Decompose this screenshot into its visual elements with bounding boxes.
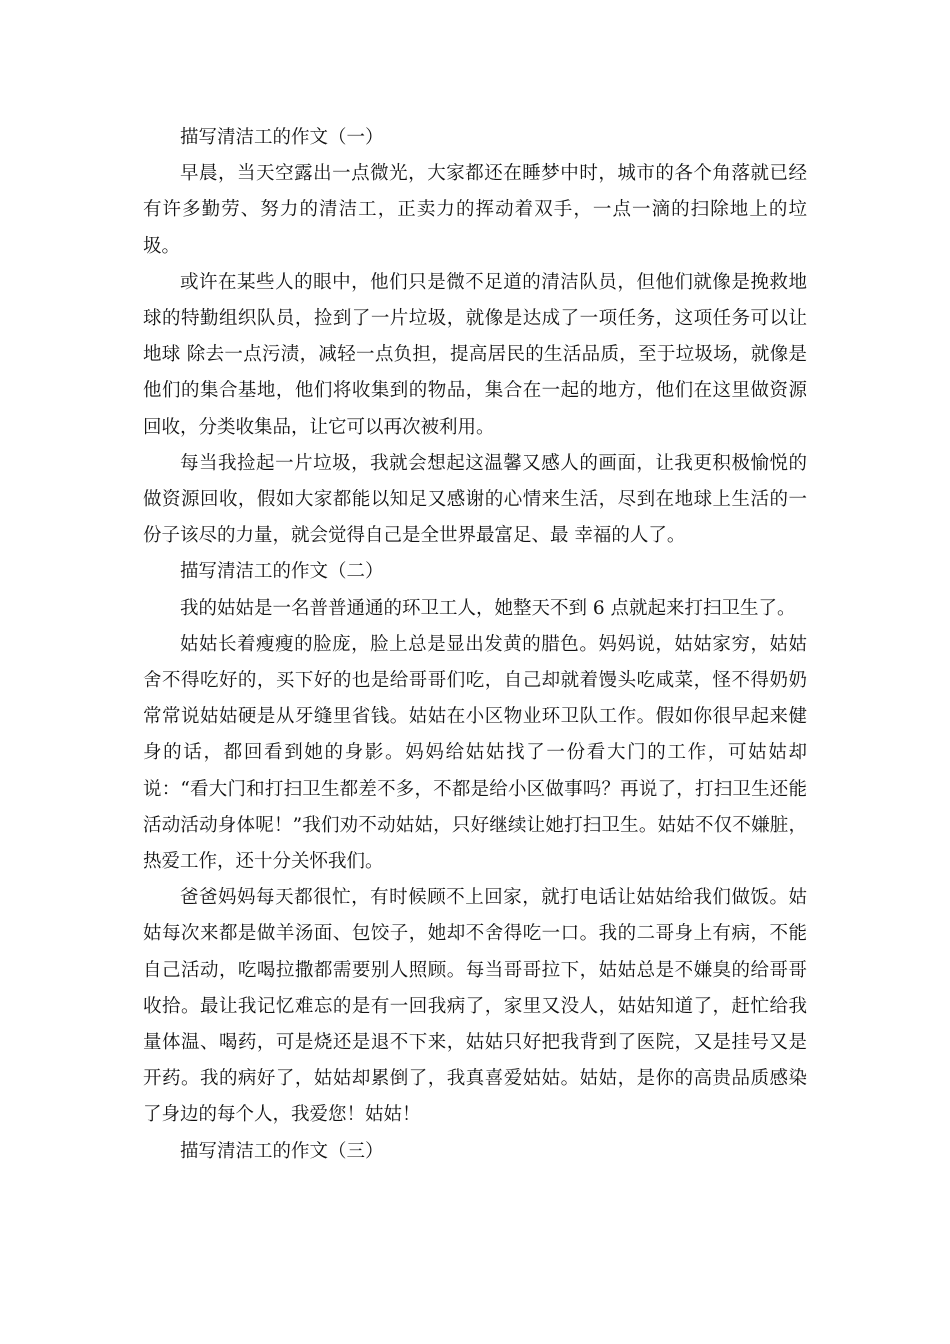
paragraph: 姑姑长着瘦瘦的脸庞，脸上总是显出发黄的腊色。妈妈说，姑姑家穷，姑姑舍不得吃好的，买下好的也是给哥哥们吃，自己却就着馒头吃咸菜，怪不得奶奶常常说姑姑硬是从牙缝里省钱。姑姑在小区物业环卫队工作。假如你很早起来健身的话，都回看到她的身影。妈妈给姑姑找了一份看大门的工作，可姑姑却说：“看大门和打扫卫生都差不多，不都是给小区做事吗？再说了，打扫卫生还能活动活动身体呢！”我们劝不动姑姑，只好继续让她打扫卫生。姑姑不仅不嫌脏，热爱工作，还十分关怀我们。 — [143, 633, 807, 873]
paragraph: 我的姑姑是一名普普通通的环卫工人，她整天不到 6 点就起来打扫卫生了。 — [180, 597, 796, 619]
document-body — [143, 120, 807, 1170]
paragraph: 爸爸妈妈每天都很忙，有时候顾不上回家，就打电话让姑姑给我们做饭。姑姑每次来都是做羊汤面、包饺子，她却不舍得吃一口。我的二哥身上有病，不能自己活动，吃喝拉撒都需要别人照顾。每当哥哥拉下，姑姑总是不嫌臭的给哥哥收拾。最让我记忆难忘的是有一回我病了，家里又没人，姑姑知道了，赶忙给我量体温、喝药，可是烧还是退不下来，姑姑只好把我背到了医院，又是挂号又是开药。我的病好了，姑姑却累倒了，我真喜爱姑姑。姑姑，是你的高贵品质感染了身边的每个人，我爱您！姑姑！ — [143, 887, 807, 1126]
essay-heading-1: 描写清洁工的作文（一） — [180, 127, 384, 148]
essay-heading-3: 描写清洁工的作文（三） — [180, 1140, 384, 1162]
paragraph: 或许在某些人的眼中，他们只是微不足道的清洁队员，但他们就像是挽救地球的特勤组织队员，捡到了一片垃圾，就像是达成了一项任务，这项任务可以让地球 除去一点污渍，减轻一点负担，提高居民的生活品质，至于垃圾场，就像是他们的集合基地，他们将收集到的物品，集合在一起的地方，他们在这里做资源回收，分类收集品，让它可以再次被利用。 — [143, 271, 807, 438]
essay-heading-2: 描写清洁工的作文（二） — [180, 561, 384, 583]
paragraph: 早晨，当天空露出一点微光，大家都还在睡梦中时，城市的各个角落就已经有许多勤劳、努力的清洁工，正卖力的挥动着双手，一点一滴的扫除地上的垃圾。 — [143, 163, 807, 257]
paragraph: 每当我捡起一片垃圾，我就会想起这温馨又感人的画面，让我更积极愉悦的做资源回收，假如大家都能以知足又感谢的心情来生活，尽到在地球上生活的一份子该尽的力量，就会觉得自己是全世界最富足、最 幸福的人了。 — [143, 452, 807, 547]
